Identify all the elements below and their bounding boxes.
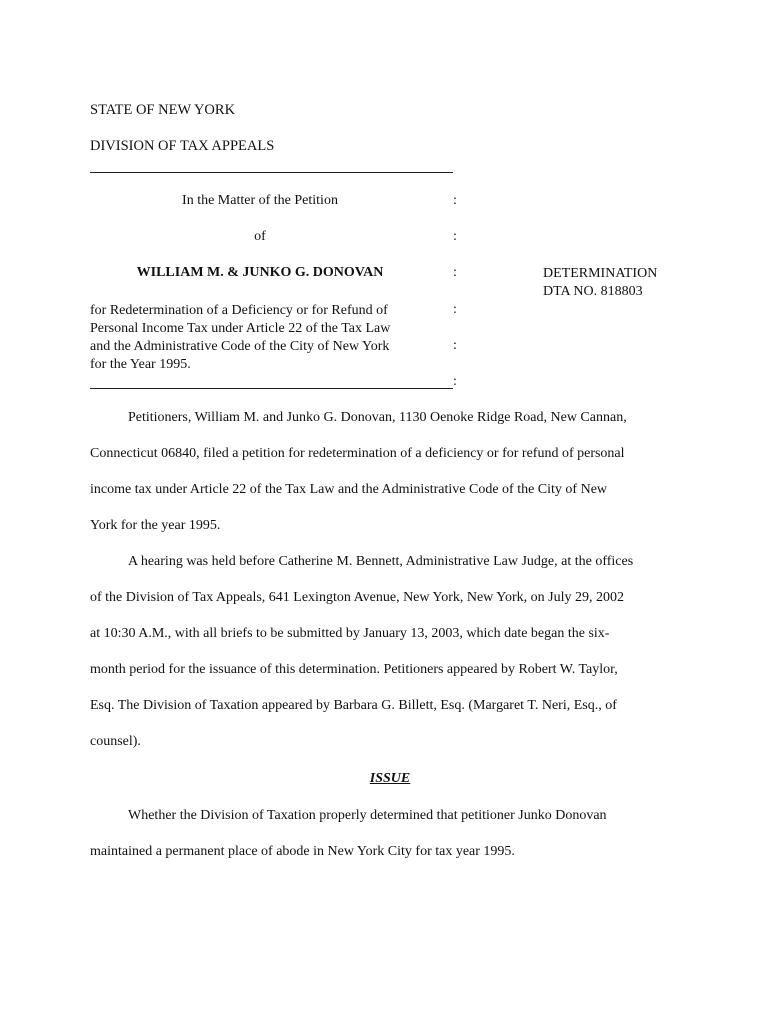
caption-colon-4: : xyxy=(453,302,457,317)
petition-description xyxy=(90,302,430,374)
para1-line: Petitioners, William M. and Junko G. Donovan, 1130 Oenoke Ridge Road, New Cannan, xyxy=(128,410,627,425)
petition-line: and the Administrative Code of the City of New York xyxy=(90,339,390,354)
para2-line: Esq. The Division of Taxation appeared by Barbara G. Billett, Esq. (Margaret T. Neri, Esq., of xyxy=(90,698,617,713)
division-heading: DIVISION OF TAX APPEALS xyxy=(90,138,275,154)
matter-line: In the Matter of the Petition xyxy=(182,193,338,208)
para2-line: of the Division of Tax Appeals, 641 Lexington Avenue, New York, New York, on July 29, 2002 xyxy=(90,590,624,605)
dta-number: DTA NO. 818803 xyxy=(543,284,643,299)
para2-line: at 10:30 A.M., with all briefs to be submitted by January 13, 2003, which date began the six- xyxy=(90,626,610,641)
caption-top-rule xyxy=(90,172,453,173)
para1-line: Connecticut 06840, filed a petition for redetermination of a deficiency or for refund of personal xyxy=(90,446,625,461)
petition-line: for Redetermination of a Deficiency or for Refund of xyxy=(90,303,388,318)
para2-line: counsel). xyxy=(90,734,141,749)
issue-line: Whether the Division of Taxation properly determined that petitioner Junko Donovan xyxy=(128,808,607,823)
para1-line: York for the year 1995. xyxy=(90,518,221,533)
caption-colon-6: : xyxy=(453,374,457,389)
determination-block xyxy=(543,265,657,301)
state-heading: STATE OF NEW YORK xyxy=(90,102,236,118)
petition-line: for the Year 1995. xyxy=(90,357,191,372)
caption-colon-5: : xyxy=(453,338,457,353)
caption-colon-1: : xyxy=(453,193,457,208)
caption-bottom-rule xyxy=(90,388,453,389)
para1-line: income tax under Article 22 of the Tax Law and the Administrative Code of the City of New xyxy=(90,482,608,497)
issue-line: maintained a permanent place of abode in New York City for tax year 1995. xyxy=(90,844,515,859)
issue-heading: ISSUE xyxy=(369,771,411,786)
petition-line: Personal Income Tax under Article 22 of the Tax Law xyxy=(90,321,391,336)
para2-line: A hearing was held before Catherine M. Bennett, Administrative Law Judge, at the offices xyxy=(128,554,634,569)
caption-colon-2: : xyxy=(453,229,457,244)
caption-colon-3: : xyxy=(453,265,457,280)
para2-line: month period for the issuance of this determination. Petitioners appeared by Robert W. Taylor, xyxy=(90,662,618,677)
determination-label: DETERMINATION xyxy=(543,266,658,281)
of-line: of xyxy=(254,229,266,244)
petitioner-names: WILLIAM M. & JUNKO G. DONOVAN xyxy=(136,265,384,280)
